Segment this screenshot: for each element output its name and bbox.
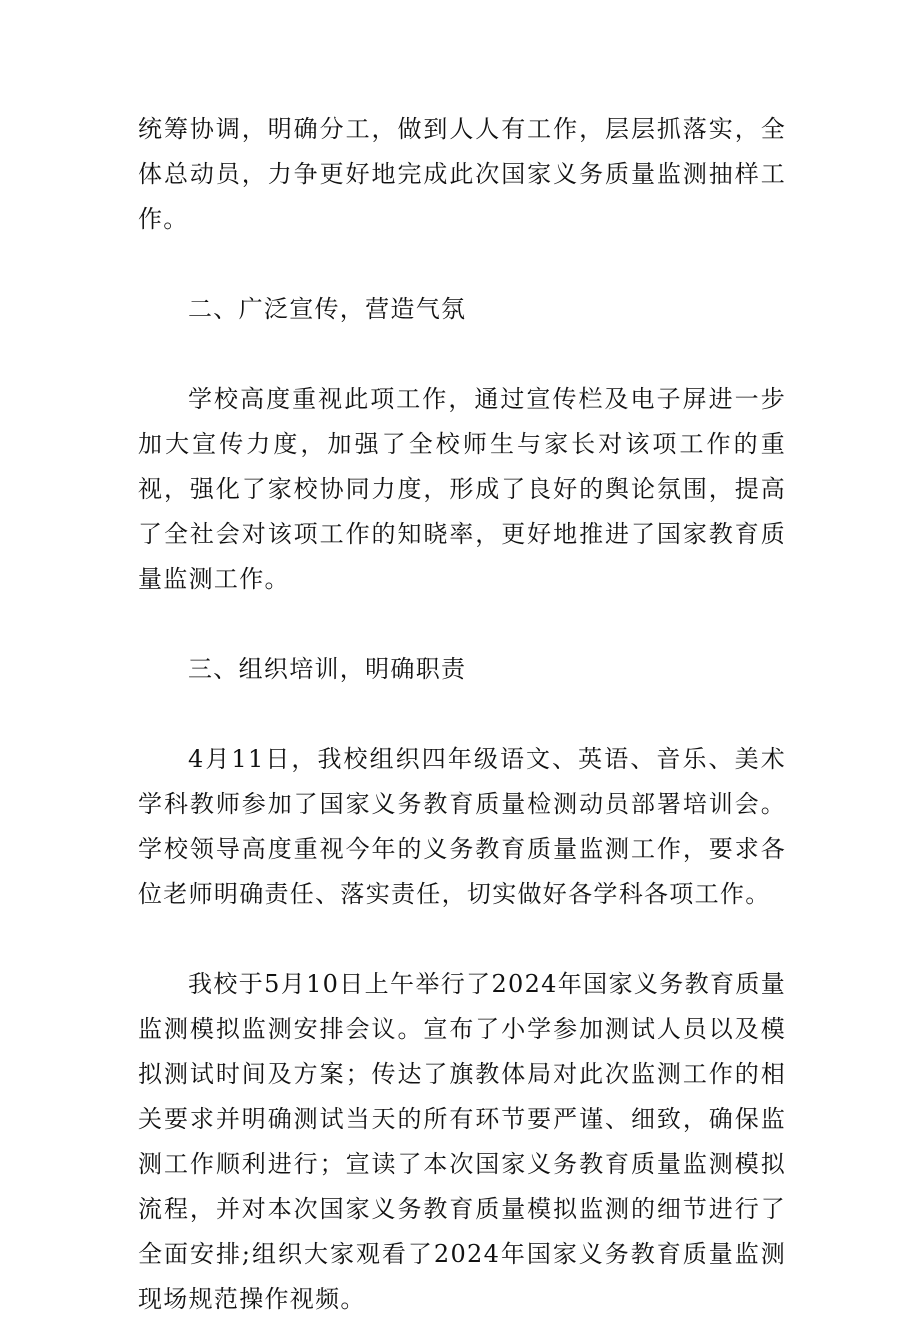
- paragraph-training-may: 我校于5月10日上午举行了2024年国家义务教育质量监测模拟监测安排会议。宣布了小学参加测试人员以及模拟测试时间及方案；传达了旗教体局对此次监测工作的相关要求并明确测试当天的所有环节要严谨、细致，确保监测工作顺利进行；宣读了本次国家义务教育质量监测模拟流程，并对本次国家义务教育质量模拟监测的细节进行了全面安排;组织大家观看了2024年国家义务教育质量监测现场规范操作视频。: [138, 970, 786, 1313]
- paragraph-training-april: 4月11日，我校组织四年级语文、英语、音乐、美术学科教师参加了国家义务教育质量检测动员部署培训会。学校领导高度重视今年的义务教育质量监测工作，要求各位老师明确责任、落实责任，切实做好各学科各项工作。: [138, 745, 786, 908]
- paragraph-continuation: 统筹协调，明确分工，做到人人有工作，层层抓落实，全体总动员，力争更好地完成此次国家义务质量监测抽样工作。: [138, 115, 786, 233]
- document-page: [138, 107, 786, 1322]
- section-heading-publicity: 二、广泛宣传，营造气氛: [188, 295, 467, 323]
- paragraph-publicity: 学校高度重视此项工作，通过宣传栏及电子屏进一步加大宣传力度，加强了全校师生与家长对该项工作的重视，强化了家校协同力度，形成了良好的舆论氛围，提高了全社会对该项工作的知晓率，更好地推进了国家教育质量监测工作。: [138, 385, 786, 593]
- section-heading-training: 三、组织培训，明确职责: [188, 655, 467, 683]
